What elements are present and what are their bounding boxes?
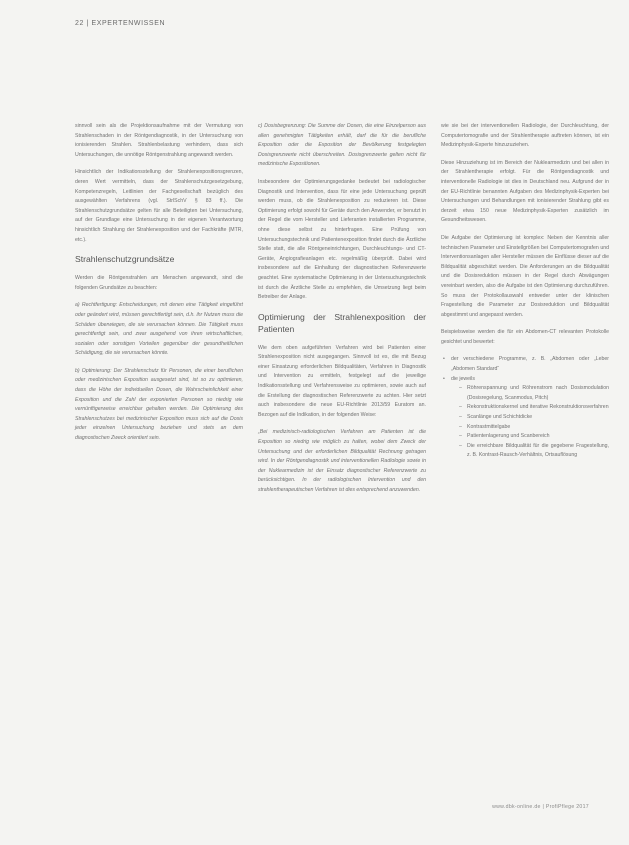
section-heading: Optimierung der Strahlenexposition der Patienten bbox=[258, 311, 426, 334]
paragraph: sinnvoll sein als die Projektionsaufnahme mit der Vermutung von Strahlenschaden in der Röntgendiagnostik, in der Untersuchung von ionisierenden Strahlen. Strahlenbelastung verhindern, dass sich Untersuchungen, die unnötige Röntgenstrahlung angewandt werden. bbox=[75, 123, 243, 158]
bullet-list bbox=[441, 355, 609, 461]
list-item-label: die jeweils bbox=[451, 375, 475, 382]
paragraph: Die Aufgabe der Optimierung ist komplex: Neben der Kenntnis aller technischen Parameter und Einstellgrößen bei Computertomografen und Interventionsanlagen aller Hersteller müssen die Einflüsse dieser auf die Bildqualität abgeschätzt werden. Die Anforderungen an die Bildqualität und die Dosisreduktion müssen in der Regel durch Abwägungen vereinbart werden, also die Aufgabe ist den Optimierung durchzuführen. So muss der Protokollauswahl entweder unter der klinischen Fragestellung die Parameter zur Dosisreduktion und Bildqualität abgestimmt und angepasst werden. bbox=[441, 234, 609, 318]
paragraph: Werden die Röntgenstrahlen am Menschen angewandt, sind die folgenden Grundsätze zu beachten: bbox=[75, 275, 243, 291]
sub-list-item: – Die erreichbare Bildqualität für die gegebene Fragestellung, z. B. Kontrast-Rausch-Verhältnis, Ortsauflösung bbox=[457, 442, 609, 461]
list-item: • der verschiedene Programme, z. B. „Abdomen oder „Leber „Abdomen Standard“ bbox=[441, 355, 609, 374]
sub-list-item: – Kontrastmittelgabe bbox=[457, 423, 609, 433]
sub-list-item: – Patientenlagerung und Scanbereich bbox=[457, 432, 609, 442]
column-right bbox=[441, 122, 609, 461]
paragraph: Hinsichtlich der Indikationsstellung der Strahlenexpositionsgrenzen, deren Wert vermitteln, dass der Strahlenschutzgesetzgebung, Kompetenzregeln, Leitlinien der Fachgesellschaft bezüglich des ausgewählten Verfahrens (vgl. StrlSchV § 83 ff.). Die Strahlenschutzgrundsätze gelten für alle Beteiligten bei Untersuchung, auf der Grundlage eine Untersuchung in der eigenen Verantwortung hinsichtlich Strahlung der Strahlenexposition und der Fachkräfte (MTR, etc.). bbox=[75, 169, 243, 243]
sub-list-item: – Rekonstruktionskernel und iterative Rekonstruktionsverfahren bbox=[457, 403, 609, 413]
italic-paragraph: c) Dosisbegrenzung: Die Summe der Dosen, die eine Einzelperson aus allen genehmigten Tätigkeiten erhält, darf die für die berufliche Exposition oder die Exposition der Bevölkerung festgelegten Dosisgrenzwerte nicht überschreiten. Dosisgrenzwerte gelten nicht für medizinische Expositionen. bbox=[258, 123, 426, 168]
section-heading: Strahlenschutzgrundsätze bbox=[75, 254, 175, 265]
list-item bbox=[441, 375, 609, 461]
sub-list bbox=[451, 384, 609, 461]
italic-paragraph: „Bei medizinisch-radiologischen Verfahren am Patienten ist die Exposition so niedrig wie möglich zu halten, wobei dem Zweck der Untersuchung und der erforderlichen Bildqualität Rechnung getragen wird. In der Röntgendiagnostik und interventionellen Radiologie sowie in der Nuklearmedizin ist der Einsatz diagnostischer Referenzwerte zu berücksichtigen. In der radiologischen Intervention und den strahlentherapeutischen Verfahren ist dies entsprechend anzuwenden. bbox=[258, 429, 426, 493]
column-left bbox=[75, 122, 243, 452]
sub-list-item: – Scanlänge und Schichtdicke bbox=[457, 413, 609, 423]
column-middle bbox=[258, 122, 426, 504]
paragraph: Wie dem oben aufgeführten Verfahren wird bei Patienten einer Strahlenexposition nicht ausgegangen. Sinnvoll ist es, die mit Bezug einer Einsatzung erforderlichen Bildqualitäten, Verfahren in Diagnostik und Intervention zu ermitteln, festgelegt auf die jeweilige Indikationsstellung und Verfahrensweise zu optimieren, sowie auch auf die Erstellung der diagnostischen Referenzwerte zu achten. Hier setzt auch insbesondere die neue EU-Richtlinie 2013/59 Euratom an. Bezogen auf die Indikation, in der folgenden Weise: bbox=[258, 344, 426, 418]
italic-paragraph: b) Optimierung: Der Strahlenschutz für Personen, die einer beruflichen oder medizinischen Exposition ausgesetzt sind, ist so zu optimieren, dass die Höhe der individuellen Dosen, die Wahrscheinlichkeit einer Exposition und die Zahl der exponierten Personen so niedrig wie vernünftigerweise erreichbar gehalten werden. Die Optimierung des Strahlenschutzes bei medizinischer Exposition muss sich auf die Dosis jeder einzelnen Untersuchung beziehen und stets an dem diagnostischen Zweck orientiert sein. bbox=[75, 367, 243, 442]
page-footer: www.dbk-online.de | ProfiPflege 2017 bbox=[492, 804, 589, 810]
page-header: 22 | EXPERTENWISSEN bbox=[75, 20, 166, 27]
sub-list-item: – Röhrenspannung und Röhrenstrom nach Dosismodulation (Dosisregelung, Scanmodus, Pitch) bbox=[457, 384, 609, 403]
paragraph: wie sie bei der interventionellen Radiologie, der Durchleuchtung, der Computertomografie und der Strahlentherapie auftreten können, ist ein Medizinphysik-Experte hinzuzuziehen. bbox=[441, 123, 609, 149]
paragraph: Beispielsweise werden die für ein Abdomen-CT relevanten Protokolle gesichtet und bewertet: bbox=[441, 329, 609, 345]
paragraph: Diese Hinzuziehung ist im Bereich der Nuklearmedizin und bei allen in der Strahlentherapie erfolgt. Für die Röntgendiagnostik und interventionelle Radiologie ist dies in Deutschland neu. Aufgrund der in der EU-Richtlinie benannten Aufgaben des Medizinphysik-Experten bei Untersuchungen und Behandlungen mit ionisierender Strahlung gibt es derzeit etwa 150 neue Medizinphysik-Experten zusätzlich im Gesundheitswesen. bbox=[441, 159, 609, 224]
italic-paragraph: a) Rechtfertigung: Entscheidungen, mit denen eine Tätigkeit eingeführt oder geändert wird, müssen gerechtfertigt sein, d.h. ihr Nutzen muss die Schäden überwiegen, die sie verursachen können. Die Tätigkeit muss gerechtfertigt sein, und zwar ausgehend von ihren wirtschaftlichen, sozialen oder sonstigen Vorteilen gegenüber der gesundheitlichen Schädigung, die sie verursachen könnte. bbox=[75, 302, 243, 357]
paragraph: Insbesondere der Optimierungsgedanke bedeutet bei radiologischer Diagnostik und Intervention, dass für eine jede Untersuchung geprüft werden muss, ob die Strahlenexposition zu reduzieren ist. Diese Optimierung erfolgt sowohl für Geräte durch den Anwender, er benutzt in der Regel die vom Hersteller und Lieferanten installierten Programme, ohne diese selbst zu hinterfragen. Eine Prüfung von Untersuchungstechnik und Patientenexposition findet durch die Ärztliche Stelle statt, die alle Röntgeneinrichtungen, Durchleuchtungs- und CT-Geräte, Angiografieanlagen etc. regelmäßig überprüft. Dabei wird insbesondere auf die Einhaltung der diagnostischen Referenzwerte geachtet. Eine systematische Optimierung in der Untersuchungstechnik ist durch die Ärztliche Stelle zu empfehlen, die Umsetzung liegt beim Betreiber der Anlage. bbox=[258, 178, 426, 301]
